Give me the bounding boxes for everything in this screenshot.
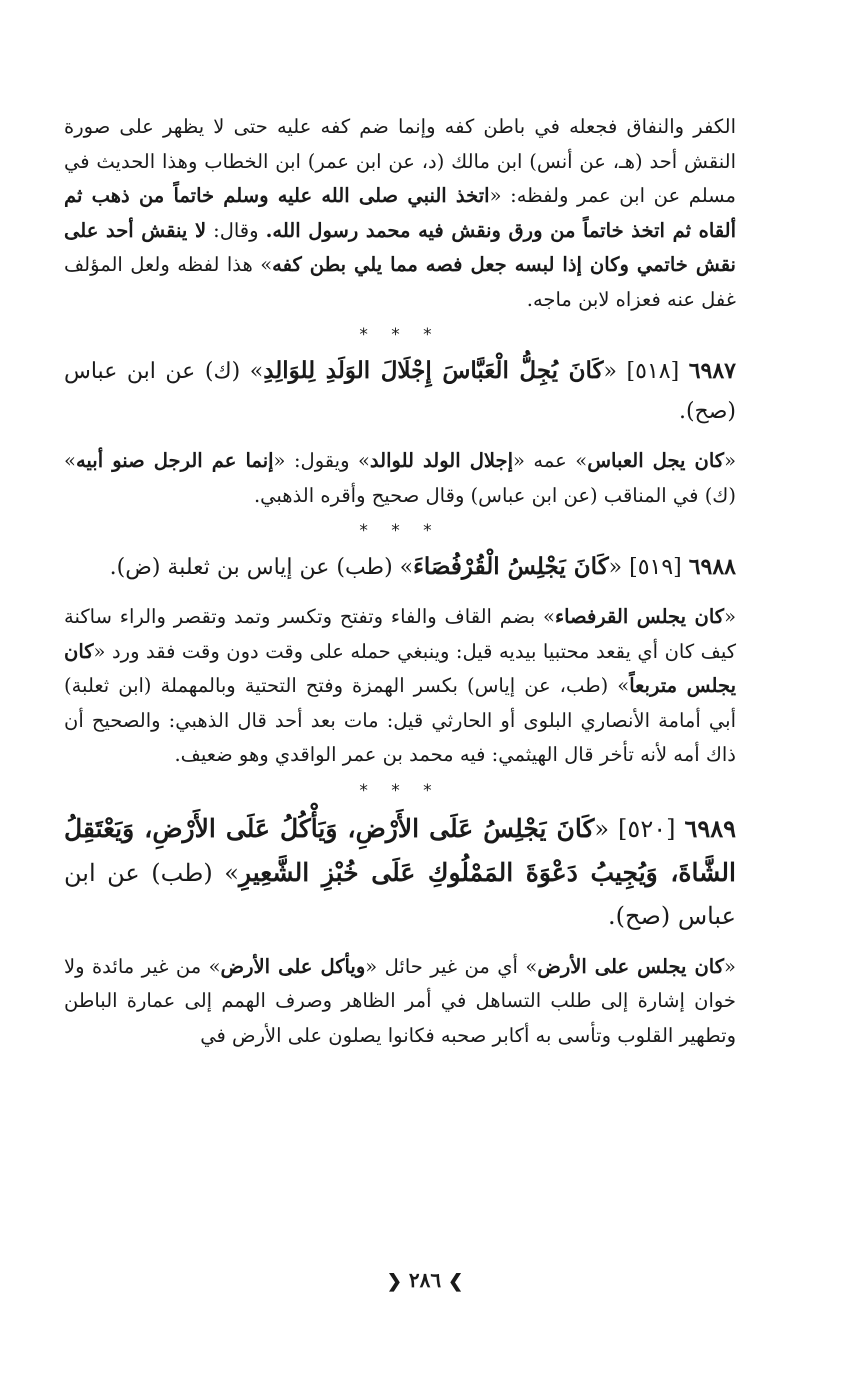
text: » بضم القاف والفاء وتفتح وتكسر وتمد وتقصر والراء ساكنة كيف كان أي يقعد محتبيا بيديه قيل: وينبغي حمله على وقت دون وقت فقد ورد « bbox=[64, 605, 736, 663]
section-separator: * * * bbox=[359, 521, 441, 541]
entry-source: » (ك) عن ابن عباس (صح). bbox=[64, 359, 736, 424]
bold-quote: لا ينقش أحد على نقش خاتمي وكان إذا لبسه جعل فصه مما يلي بطن كفه bbox=[64, 218, 736, 276]
text: » عمه « bbox=[513, 449, 588, 472]
bold-quote: كان يجلس القرفصاء bbox=[554, 605, 725, 628]
text: » هذا لفظه ولعل المؤلف غفل عنه فعزاه لابن ماجه. bbox=[64, 253, 736, 311]
entry-reference: [٥١٩] « bbox=[608, 555, 689, 580]
entry-number: ٦٩٨٨ bbox=[688, 554, 736, 580]
text: وقال: bbox=[206, 218, 266, 242]
text: » (ك) في المناقب (عن ابن عباس) وقال صحيح وأقره الذهبي. bbox=[64, 449, 736, 507]
bold-quote: كان يجل العباس bbox=[587, 449, 725, 472]
bold-quote: إجلال الولد للوالد bbox=[369, 449, 514, 472]
section-separator: * * * bbox=[359, 780, 441, 801]
bold-quote: ويأكل على الأرض bbox=[220, 954, 366, 978]
text: » (طب، عن إياس) بكسر الهمزة وفتح التحتية وبالمهملة (ابن ثعلبة) أبي أمامة الأنصاري البلوى أو الحارثي قيل: مات بعد أحد قال الذهبي: والصحيح أن ذاك أمه لأنه تأخر قال الهيثمي: فيه محمد بن عمر الواقدي وهو ضعيف. bbox=[64, 674, 736, 766]
text: « bbox=[724, 605, 737, 628]
entry-reference: [٥١٨] « bbox=[603, 359, 689, 384]
entry-number: ٦٩٨٩ bbox=[684, 813, 736, 843]
hadith-text: كَانَ يَجْلِسُ الْقُرْفُصَاءَ bbox=[413, 553, 609, 580]
text: « bbox=[724, 449, 737, 472]
text: الكفر والنفاق فجعله في باطن كفه وإنما ضم كفه عليه حتى لا يظهر على صورة النقش أحد (هـ، عن أنس) ابن مالك (د، عن ابن عمر) ابن الخطاب وهذا الحديث في مسلم عن ابن عمر ولفظه: « bbox=[64, 115, 737, 207]
text: » ويقول: « bbox=[273, 449, 370, 472]
page-body bbox=[64, 110, 736, 1053]
hadith-entry-6987 bbox=[64, 351, 736, 432]
entry-number: ٦٩٨٧ bbox=[688, 358, 736, 384]
entry-source: » (طب) عن ابن عباس (صح). bbox=[64, 858, 736, 930]
section-separator: * * * bbox=[359, 325, 441, 345]
commentary-paragraph-2 bbox=[64, 444, 736, 513]
entry-reference: [٥٢٠] « bbox=[594, 814, 685, 843]
hadith-entry-6988 bbox=[64, 547, 736, 588]
page-number-footer bbox=[0, 1268, 850, 1292]
page-number: ٢٨٦ bbox=[408, 1268, 442, 1292]
bold-quote: اتخذ النبي صلى الله عليه وسلم خاتماً من ذهب ثم ألقاه ثم اتخذ خاتماً من ورق ونقش فيه محمد رسول الله. bbox=[64, 184, 737, 242]
entry-source: » (طب) عن إياس بن ثعلبة (ض). bbox=[109, 555, 414, 580]
ornament-right-icon: ❯ bbox=[448, 1271, 464, 1292]
ornament-left-icon: ❮ bbox=[386, 1271, 402, 1292]
text: « bbox=[724, 954, 736, 978]
commentary-paragraph-4 bbox=[64, 950, 736, 1054]
text: » أي من غير حائل « bbox=[365, 954, 538, 978]
text: » من غير مائدة ولا خوان إشارة إلى طلب التساهل في أمر الظاهر وصرف الهمم إلى عمارة الباطن وتطهير القلوب وتأسى به أكابر صحبه فكانوا يصلون على الأرض في bbox=[64, 954, 736, 1047]
commentary-paragraph-3 bbox=[64, 600, 736, 773]
hadith-text: كَانَ يُجِلُّ الْعَبَّاسَ إِجْلَالَ الوَلَدِ لِلوَالِدِ bbox=[263, 357, 604, 384]
bold-quote: إنما عم الرجل صنو أبيه bbox=[75, 449, 274, 472]
bold-quote: كان يجلس على الأرض bbox=[537, 954, 725, 978]
bold-quote: كان يجلس متربعاً bbox=[64, 639, 736, 697]
commentary-paragraph-1 bbox=[64, 110, 736, 317]
hadith-text: كَانَ يَجْلِسُ عَلَى الأَرْضِ، وَيَأْكُلُ عَلَى الأَرْضِ، وَيَعْتَقِلُ الشَّاةَ، وَيُجِيبُ دَعْوَةَ المَمْلُوكِ عَلَى خُبْزِ الشَّعِيرِ bbox=[64, 813, 736, 887]
hadith-entry-6989 bbox=[64, 807, 736, 938]
